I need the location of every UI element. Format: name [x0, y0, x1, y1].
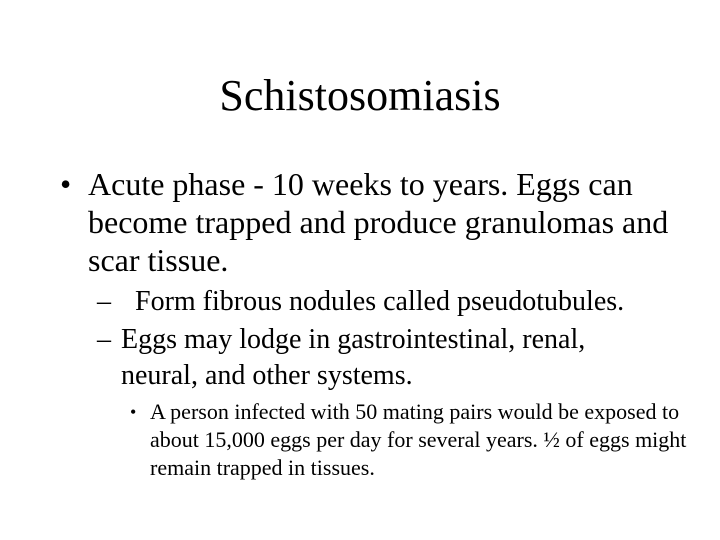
sub-bullet-marker: – — [97, 286, 111, 317]
sub-sub-bullet-marker: • — [130, 402, 137, 422]
sub-bullet-text: Form fibrous nodules called pseudotubules. — [135, 286, 625, 317]
sub-sub-bullet-mating-pairs — [130, 398, 690, 482]
sub-bullet-eggs-lodge — [97, 322, 657, 394]
slide-title: Schistosomiasis — [219, 71, 501, 120]
bullet-text: Acute phase - 10 weeks to years. Eggs can become trapped and produce granulomas and scar tissue. — [88, 166, 669, 278]
bullet-acute-phase — [60, 165, 680, 279]
bullet-marker: • — [60, 166, 72, 202]
sub-bullet-text: Eggs may lodge in gastrointestinal, renal, neural, and other systems. — [121, 324, 586, 391]
sub-sub-bullet-text: A person infected with 50 mating pairs would be exposed to about 15,000 eggs per day for several years. ½ of eggs might remain trapped in tissues. — [150, 399, 687, 480]
sub-bullet-fibrous-nodules — [97, 284, 697, 320]
sub-bullet-marker: – — [97, 324, 111, 355]
